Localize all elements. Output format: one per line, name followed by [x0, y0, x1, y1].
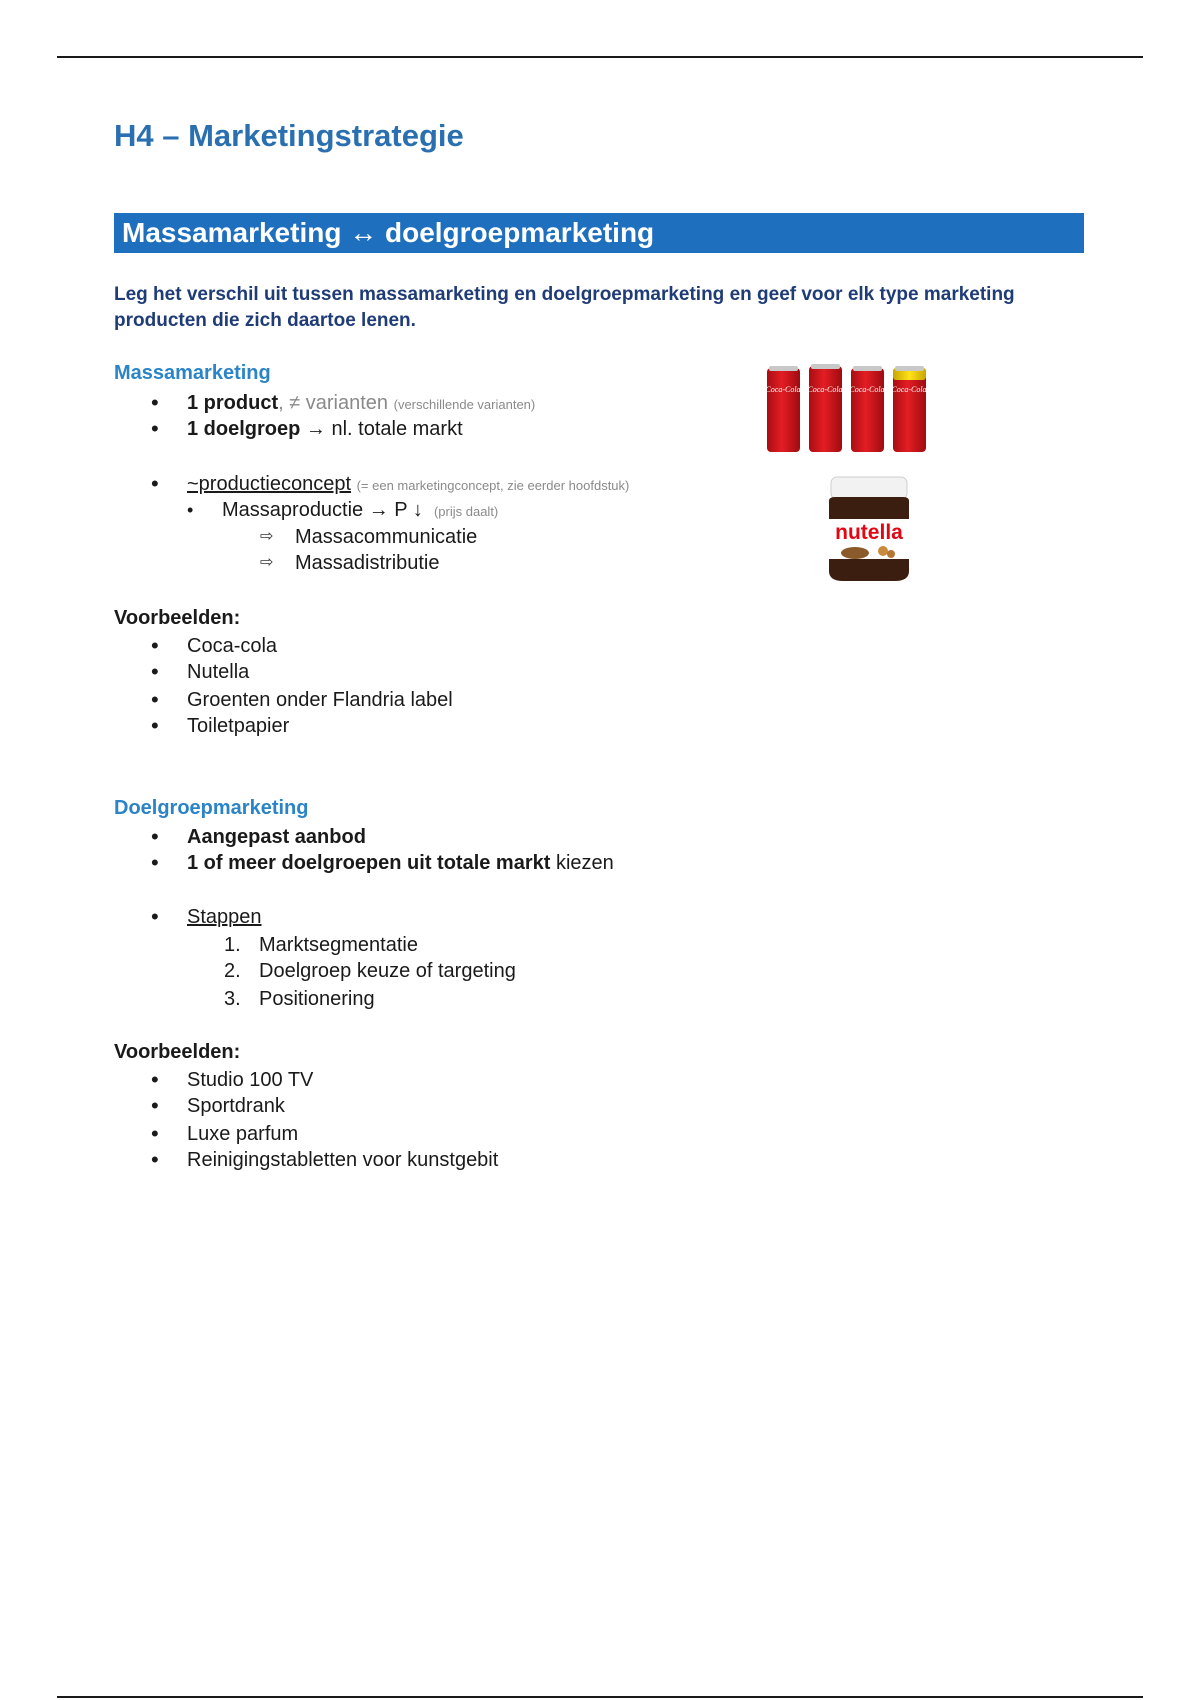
page-title: H4 – Marketingstrategie: [114, 118, 464, 153]
step-item: Doelgroep keuze of targeting: [259, 960, 516, 982]
nutella-jar-image: [825, 475, 913, 583]
bullet: •: [151, 416, 159, 441]
can-label: Coca-Cola: [807, 385, 843, 394]
massa-arrow-item: Massacommunicatie: [295, 526, 478, 548]
doel-heading: Doelgroepmarketing: [114, 797, 309, 819]
bullet: •: [151, 390, 159, 415]
top-rule: [57, 56, 1143, 58]
arrow-icon: ⇨: [260, 554, 274, 571]
step-number: 1.: [224, 934, 241, 956]
jar-label: nutella: [835, 521, 903, 544]
massa-arrow-item: Massadistributie: [295, 552, 440, 574]
massa-examples-heading: Voorbeelden:: [114, 607, 241, 629]
bullet: •: [151, 713, 159, 738]
massa-bullet-doelgroep: [187, 417, 463, 441]
bullet: •: [151, 1093, 159, 1118]
step-item: Marktsegmentatie: [259, 934, 418, 956]
step-item: Positionering: [259, 988, 375, 1010]
bullet: •: [187, 500, 194, 520]
bullet: •: [151, 1121, 159, 1146]
can-3: [849, 366, 884, 452]
section-heading: Massamarketing ↔ doelgroepmarketing: [114, 213, 1084, 253]
can-4: [891, 366, 926, 452]
can-label: Coca-Cola: [849, 385, 885, 394]
can-1: [765, 366, 800, 452]
doel-examples-heading: Voorbeelden:: [114, 1041, 241, 1063]
bullet: •: [151, 1147, 159, 1172]
bullet: •: [151, 1067, 159, 1092]
note-text: (= een marketingconcept, zie eerder hoofdstuk): [356, 478, 630, 493]
bullet: •: [151, 471, 159, 496]
plain-text: → nl. totale markt: [300, 418, 463, 440]
list-item: Studio 100 TV: [187, 1069, 314, 1091]
can-label: Coca-Cola: [891, 385, 927, 394]
bullet: •: [151, 850, 159, 875]
plain-text: Massaproductie → P ↓: [222, 499, 423, 521]
step-number: 2.: [224, 960, 241, 982]
bold-text: 1 doelgroep: [187, 418, 301, 440]
list-item: Coca-cola: [187, 635, 278, 657]
bullet: •: [151, 904, 159, 929]
list-item: Luxe parfum: [187, 1123, 299, 1145]
can-label: Coca-Cola: [765, 385, 801, 394]
arrow-icon: ⇨: [260, 528, 274, 545]
note-text: (prijs daalt): [433, 504, 499, 519]
list-item: Nutella: [187, 661, 250, 683]
doel-bullet-doelgroepen: [187, 851, 614, 875]
bullet: •: [151, 659, 159, 684]
bullet: •: [151, 687, 159, 712]
note-text: (verschillende varianten): [393, 397, 536, 412]
underlined-text: ~productieconcept: [187, 473, 352, 495]
coca-cola-cans-image: [765, 364, 930, 454]
list-item: Groenten onder Flandria label: [187, 689, 453, 711]
list-item: Reinigingstabletten voor kunstgebit: [187, 1149, 499, 1171]
massa-bullet-concept: [187, 472, 629, 498]
list-item: Toiletpapier: [187, 715, 290, 737]
doel-bullet-stappen: Stappen: [187, 906, 262, 928]
bottom-rule: [57, 1696, 1143, 1698]
list-item: Sportdrank: [187, 1095, 285, 1117]
question-text: Leg het verschil uit tussen massamarketing en doelgroepmarketing en geef voor elk type marketing producten die zich daartoe lenen.: [114, 284, 1015, 331]
bullet: •: [151, 824, 159, 849]
doel-bullet-aanbod: Aangepast aanbod: [187, 826, 366, 848]
massa-bullet-productie: [222, 498, 498, 524]
step-number: 3.: [224, 988, 241, 1010]
bold-text: 1 of meer doelgroepen uit totale markt: [187, 852, 551, 874]
can-2: [807, 364, 842, 452]
massa-heading: Massamarketing: [114, 362, 271, 384]
grey-text: , ≠ varianten: [278, 392, 389, 414]
bold-text: 1 product: [187, 392, 279, 414]
plain-text: kiezen: [550, 852, 614, 874]
bullet: •: [151, 633, 159, 658]
massa-bullet-product: [187, 391, 535, 417]
